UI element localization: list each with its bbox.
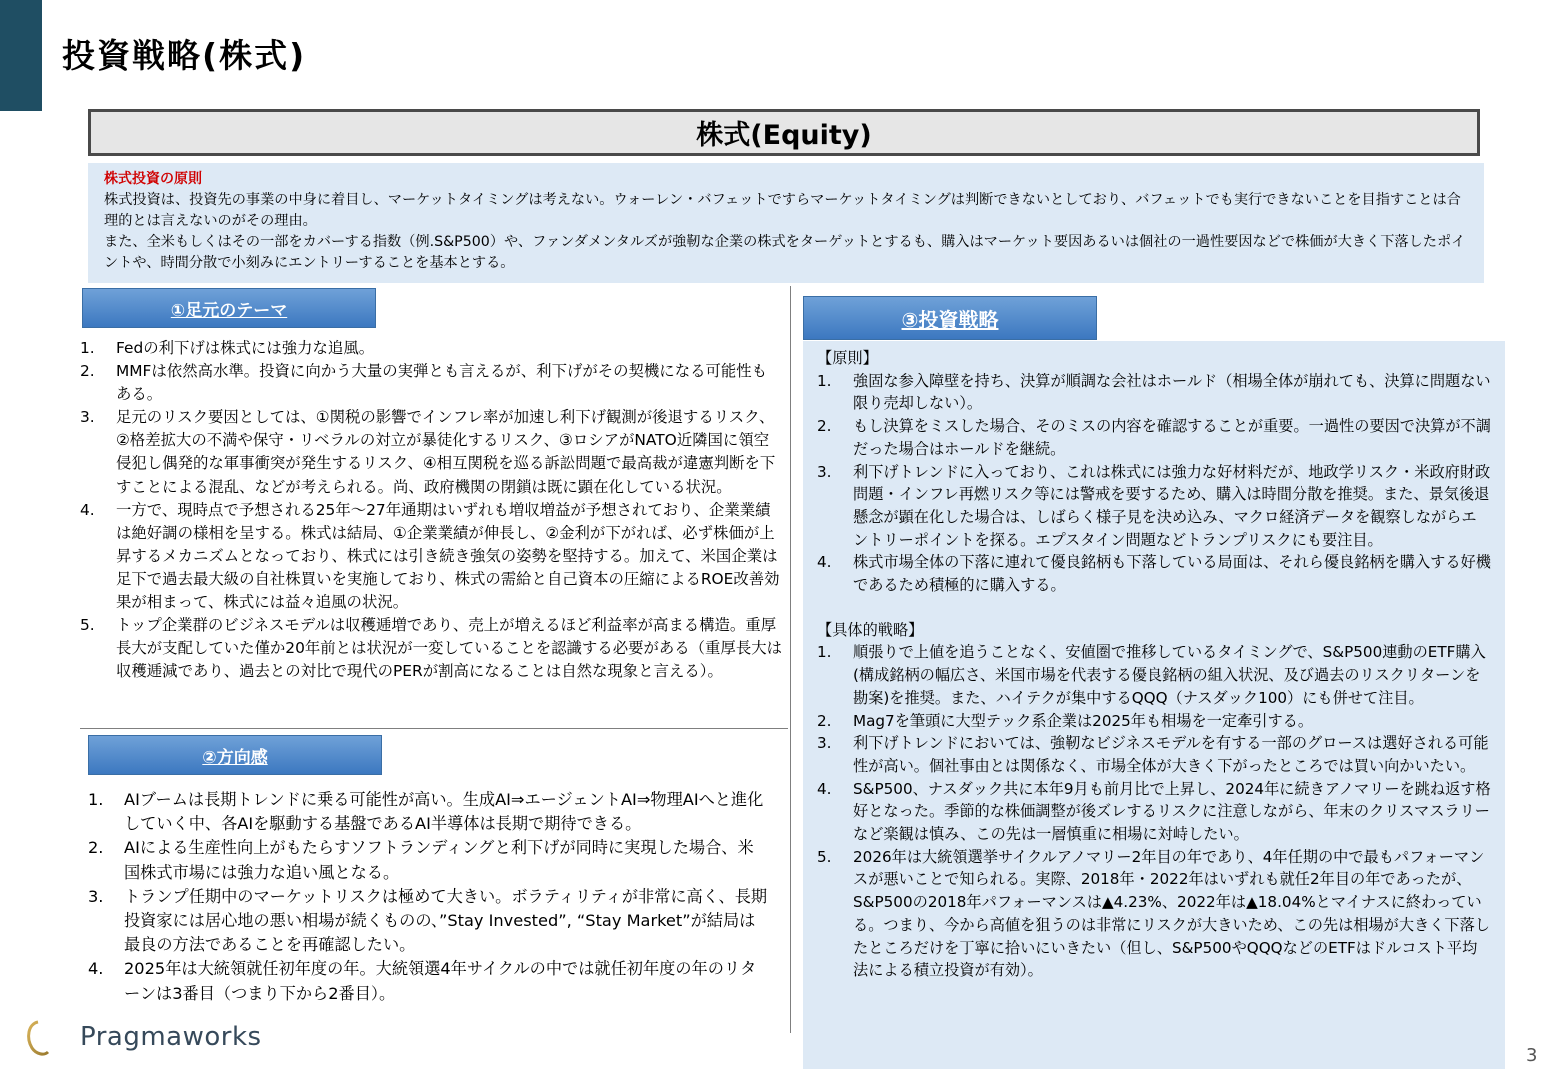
corner-accent-bar <box>0 0 42 111</box>
list-item-text: 利下げトレンドにおいては、強靭なビジネスモデルを有する一部のグロースは選好される可能性が高い。個社事由とは関係なく、市場全体が大きく下がったところでは買い向かいたい。 <box>853 734 1489 775</box>
list-item <box>817 732 1491 777</box>
list-item-text: AIブームは長期トレンドに乗る可能性が高い。生成AI⇒エージェントAI⇒物理AIへと進化していく中、各AIを駆動する基盤であるAI半導体は長期で期待できる。 <box>124 790 764 834</box>
list-item <box>817 846 1491 982</box>
list-item <box>817 641 1491 709</box>
list-item-number: 2. <box>80 362 95 381</box>
company-logo <box>24 1016 262 1058</box>
list-item-text: トランプ任期中のマーケットリスクは極めて大きい。ボラティリティが非常に高く、長期投資家には居心地の悪い相場が続くものの、”Stay Invested”, “Stay Market”が結局は最良の方法であることを再確認したい。 <box>124 886 768 955</box>
list-item-text: Mag7を筆頭に大型テック系企業は2025年も相場を一定牽引する。 <box>853 711 1314 730</box>
page-number: 3 <box>1526 1045 1538 1066</box>
list-item <box>88 957 768 1005</box>
principle-subtitle: 【原則】 <box>817 349 878 367</box>
list-item <box>88 885 768 958</box>
current-theme-list <box>80 337 782 683</box>
list-item-number: 3. <box>817 734 832 753</box>
section-header-investment-strategy: ③投資戦略 <box>803 296 1097 340</box>
list-item-number: 1. <box>80 339 95 357</box>
list-item-number: 3. <box>80 408 95 427</box>
principle-title: 株式投資の原則 <box>104 171 202 187</box>
list-item-text: 株式市場全体の下落に連れて優良銘柄も下落している局面は、それら優良銘柄を購入する好機であるため積極的に購入する。 <box>853 553 1491 595</box>
page-title: 投資戦略(株式) <box>62 36 307 75</box>
list-item <box>817 551 1491 596</box>
list-item-number: 2. <box>817 711 832 730</box>
list-item-number: 1. <box>817 643 832 662</box>
equity-principle-box <box>88 163 1484 283</box>
list-item-text: S&P500、ナスダック共に本年9月も前月比で上昇し、2024年に続きアノマリーを跳ね返す格好となった。季節的な株価調整が後ズレするリスクに注意しながら、年末のクリスマスラリーなど楽観は慎み、この先は一層慎重に相場に対峙したい。 <box>853 779 1491 844</box>
list-item-text: 強固な参入障壁を持ち、決算が順調な会社はホールド（相場全体が崩れても、決算に問題ない限り売却しない）。 <box>853 371 1491 413</box>
list-item-text: 一方で、現時点で予想される25年～27年通期はいずれも増収増益が予想されており、企業業績は絶好調の様相を呈する。株式は結局、①企業業績が伸長し、②金利が下がれば、必ず株価が上昇するメカニズムとなっており、株式には引き続き強気の姿勢を堅持する。加えて、米国企業は足下で過去最大級の自社株買いを実施しており、株式の需給と自己資本の圧縮によるROE改善効果が相まって、株式には益々追風の状況。 <box>116 500 780 612</box>
list-item-text: 足元のリスク要因としては、①関税の影響でインフレ率が加速し利下げ観測が後退するリスク、②格差拡大の不満や保守・リベラルの対立が暴徒化するリスク、③ロシアがNATO近隣国に領空侵犯し偶発的な軍事衝突が発生するリスク、④相互関税を巡る訴訟問題で最高裁が違憲判断を下すことによる混乱、などが考えられる。尚、政府機関の閉鎖は既に顕在化している状況。 <box>116 408 776 496</box>
list-item-number: 4. <box>817 779 832 798</box>
list-item <box>817 461 1491 552</box>
list-item <box>88 788 768 836</box>
list-item-number: 5. <box>80 616 95 635</box>
list-item-number: 1. <box>88 790 104 809</box>
spacer <box>817 597 1491 619</box>
list-item <box>817 415 1491 460</box>
list-item-text: トップ企業群のビジネスモデルは収穫逓増であり、売上が増えるほど利益率が高まる構造。重厚長大が支配していた僅か20年前とは状況が一変していることを認識する必要がある（重厚長大は収穫逓減であり、過去との対比で現代のPERが割高になることは自然な現象と言える）。 <box>116 616 782 681</box>
list-item-number: 2. <box>817 417 832 436</box>
investment-strategy-panel <box>803 341 1505 1069</box>
list-item <box>80 337 782 360</box>
list-item <box>88 836 768 884</box>
list-item-number: 4. <box>88 959 104 979</box>
strategy-subtitle: 【具体的戦略】 <box>817 620 924 639</box>
list-item-text: 2025年は大統領就任初年度の年。大統領選4年サイクルの中では就任初年度の年のリターンは3番目（つまり下から2番目）。 <box>124 959 757 1003</box>
list-item <box>817 370 1491 415</box>
list-item-number: 4. <box>817 553 832 572</box>
vertical-divider <box>790 286 791 1033</box>
section-header-direction: ②方向感 <box>88 735 382 775</box>
equity-header: 株式(Equity) <box>88 109 1480 156</box>
list-item-number: 4. <box>80 500 95 519</box>
list-item-number: 3. <box>817 462 832 481</box>
logo-text: Pragmaworks <box>80 1022 262 1052</box>
list-item-number: 5. <box>817 847 832 866</box>
logo-mark-icon <box>24 1016 72 1058</box>
list-item-number: 2. <box>88 838 104 858</box>
list-item-text: もし決算をミスした場合、そのミスの内容を確認することが重要。一過性の要因で決算が不調だった場合はホールドを継続。 <box>853 417 1491 458</box>
list-item-text: 2026年は大統領選挙サイクルアノマリー2年目の年であり、4年任期の中で最もパフォーマンスが悪いことで知られる。実際、2018年・2022年はいずれも就任2年目の年であったが、S&P500の2018年パフォーマンスは▲4.23%、2022年は▲18.04%とマイナスに終わっている。つまり、今から高値を狙うのは非常にリスクが大きいため、この先は相場が大きく下落したところだけを丁寧に拾いにいきたい（但し、S&P500やQQQなどのETFはドルコスト平均法による積立投資が有効）。 <box>853 847 1490 980</box>
direction-list <box>88 788 768 1006</box>
list-item-number: 1. <box>817 371 832 390</box>
list-item <box>80 614 782 683</box>
list-item-text: AIによる生産性向上がもたらすソフトランディングと利下げが同時に実現した場合、米国株式市場には強力な追い風となる。 <box>124 838 754 882</box>
list-item <box>80 499 782 614</box>
list-item-text: MMFは依然高水準。投資に向かう大量の実弾とも言えるが、利下げがその契機になる可能性もある。 <box>116 362 768 404</box>
list-item <box>80 406 782 498</box>
principle-text: 株式投資は、投資先の事業の中身に着目し、マーケットタイミングは考えない。ウォーレン・バフェットですらマーケットタイミングは判断できないとしており、バフェットでも実行できないことを目指すことは合理的とは言えないのがその理由。 また、全米もしくはその一部をカバーする指数（例.S&P500）や、ファンダメンタルズが強靭な企業の株式をターゲットとするも、購入はマーケット要因あるいは個社の一過性要因などで株価が大きく下落したポイントや、時間分散で小刻みにエントリーすることを基本とする。 <box>104 192 1466 271</box>
list-item <box>817 710 1491 733</box>
horizontal-divider <box>80 728 788 729</box>
list-item <box>80 360 782 406</box>
list-item-text: Fedの利下げは株式には強力な追風。 <box>116 339 375 357</box>
section-header-current-theme: ①足元のテーマ <box>82 288 376 328</box>
list-item-text: 順張りで上値を追うことなく、安値圏で推移しているタイミングで、S&P500連動のETF購入(構成銘柄の幅広さ、米国市場を代表する優良銘柄の組入状況、及び過去のリスクリターンを勘案)を推奨。また、ハイテクが集中するQQQ（ナスダック100）にも併せて注目。 <box>853 643 1486 707</box>
list-item <box>817 778 1491 846</box>
list-item-text: 利下げトレンドに入っており、これは株式には強力な好材料だが、地政学リスク・米政府財政問題・インフレ再燃リスク等には警戒を要するため、購入は時間分散を推奨。また、景気後退懸念が顕在化した場合は、しばらく様子見を決め込み、マクロ経済データを観察しながらエントリーポイントを探る。エプスタイン問題などトランプリスクにも要注目。 <box>853 462 1491 549</box>
list-item-number: 3. <box>88 886 104 906</box>
